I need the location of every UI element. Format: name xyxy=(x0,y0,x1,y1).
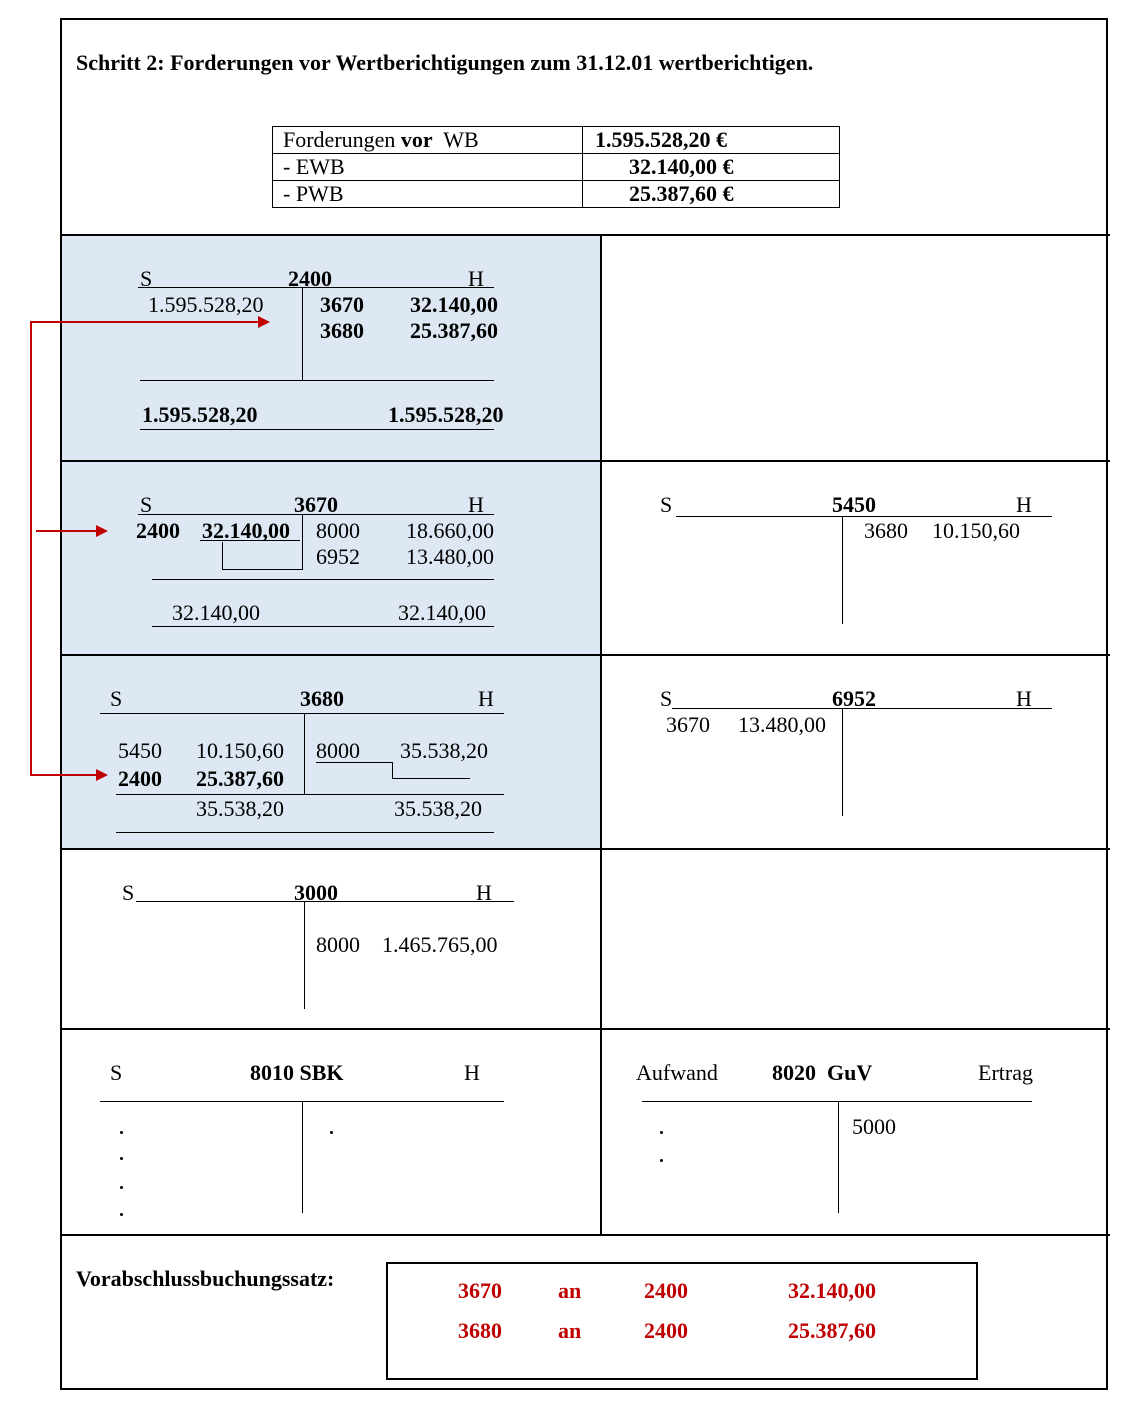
total-debit: 1.595.528,20 xyxy=(142,402,258,427)
account-header-line xyxy=(676,516,1052,517)
credit-value: 13.480,00 xyxy=(406,544,494,569)
grid-column-divider xyxy=(600,234,602,1234)
account-title: 8010 SBK xyxy=(250,1060,344,1085)
account-h-label: H xyxy=(476,880,492,905)
receivables-table xyxy=(272,126,840,208)
ellipsis-dot xyxy=(120,1213,123,1216)
receivables-label xyxy=(273,127,583,154)
account-s-label: S xyxy=(660,686,673,711)
account-title: 6952 xyxy=(832,686,876,711)
account-center-line xyxy=(302,287,303,381)
booking-an: an xyxy=(558,1318,582,1343)
account-sum-line xyxy=(152,579,494,580)
arrow-connector-line xyxy=(30,774,98,776)
ewb-label: - EWB xyxy=(273,154,583,181)
account-title: 5450 xyxy=(832,492,876,517)
debit-account: 2400 xyxy=(136,518,180,543)
balance-bracket xyxy=(392,778,470,779)
underline xyxy=(316,762,392,763)
table-row xyxy=(273,181,840,208)
account-center-line xyxy=(302,514,303,570)
account-s-label: S xyxy=(110,1060,123,1085)
credit-value: 35.538,20 xyxy=(400,738,488,763)
ewb-value: 32.140,00 € xyxy=(583,154,840,181)
total-debit: 35.538,20 xyxy=(196,796,284,821)
account-sum-line xyxy=(140,380,494,381)
account-closing-line xyxy=(152,626,494,627)
booking-credit-account: 2400 xyxy=(644,1278,688,1303)
account-s-label: S xyxy=(110,686,123,711)
credit-account: 6952 xyxy=(316,544,360,569)
account-sum-line xyxy=(116,794,504,795)
debit-value: 10.150,60 xyxy=(196,738,284,763)
pwb-label: - PWB xyxy=(273,181,583,208)
booking-amount: 25.387,60 xyxy=(788,1318,876,1343)
credit-value: 32.140,00 xyxy=(410,292,498,317)
grid-divider xyxy=(62,1234,1110,1236)
account-h-label: H xyxy=(468,492,484,517)
table-row xyxy=(273,154,840,181)
label-bold-text: vor xyxy=(400,127,433,152)
account-center-line xyxy=(304,901,305,1009)
account-center-line xyxy=(842,708,843,816)
booking-label: Vorabschlussbuchungssatz: xyxy=(76,1266,335,1291)
arrow-head-icon xyxy=(258,316,270,328)
debit-account: 5450 xyxy=(118,738,162,763)
pwb-value: 25.387,60 € xyxy=(583,181,840,208)
booking-debit-account: 3680 xyxy=(458,1318,502,1343)
grid-divider xyxy=(62,460,1110,462)
account-header-line xyxy=(138,514,494,515)
debit-value: 32.140,00 xyxy=(202,518,290,543)
booking-amount: 32.140,00 xyxy=(788,1278,876,1303)
credit-account: 3670 xyxy=(320,292,364,317)
ellipsis-dot xyxy=(330,1131,333,1134)
account-s-label: S xyxy=(140,492,153,517)
account-s-label: S xyxy=(660,492,673,517)
ellipsis-dot xyxy=(120,1186,123,1189)
table-row xyxy=(273,127,840,154)
credit-account: 8000 xyxy=(316,738,360,763)
account-h-label: H xyxy=(1016,492,1032,517)
label-text: WB xyxy=(432,127,479,152)
label-text: Forderungen xyxy=(283,127,401,152)
account-header-line xyxy=(100,713,504,714)
balance-bracket xyxy=(392,762,393,778)
booking-box xyxy=(386,1262,978,1380)
account-h-label: H xyxy=(468,266,484,291)
total-credit: 1.595.528,20 xyxy=(388,402,504,427)
ellipsis-dot xyxy=(120,1131,123,1134)
credit-value: 1.465.765,00 xyxy=(382,932,498,957)
debit-account: 3670 xyxy=(666,712,710,737)
grid-divider xyxy=(62,654,1110,656)
debit-value: 1.595.528,20 xyxy=(148,292,264,317)
total-credit: 35.538,20 xyxy=(394,796,482,821)
account-closing-line xyxy=(140,429,494,430)
account-center-line xyxy=(838,1101,839,1213)
account-header-line xyxy=(672,708,1052,709)
balance-bracket xyxy=(222,569,302,570)
credit-value: 10.150,60 xyxy=(932,518,1020,543)
account-title: 3670 xyxy=(294,492,338,517)
account-header-line xyxy=(138,287,494,288)
ellipsis-dot xyxy=(660,1159,663,1162)
credit-value: 25.387,60 xyxy=(410,318,498,343)
credit-entry: 5000 xyxy=(852,1114,896,1139)
account-title: 8020 GuV xyxy=(772,1060,873,1085)
arrow-head-icon xyxy=(96,769,108,781)
account-title: 2400 xyxy=(288,266,332,291)
account-title: 3000 xyxy=(294,880,338,905)
account-center-line xyxy=(304,713,305,795)
booking-an: an xyxy=(558,1278,582,1303)
account-h-label: Ertrag xyxy=(978,1060,1033,1085)
arrow-connector-line xyxy=(30,321,32,775)
credit-account: 8000 xyxy=(316,518,360,543)
booking-credit-account: 2400 xyxy=(644,1318,688,1343)
account-h-label: H xyxy=(1016,686,1032,711)
ellipsis-dot xyxy=(120,1157,123,1160)
credit-value: 18.660,00 xyxy=(406,518,494,543)
total-debit: 32.140,00 xyxy=(172,600,260,625)
total-credit: 32.140,00 xyxy=(398,600,486,625)
account-s-label: S xyxy=(122,880,135,905)
grid-divider xyxy=(62,1028,1110,1030)
debit-value: 13.480,00 xyxy=(738,712,826,737)
arrow-connector-line xyxy=(30,321,260,323)
credit-account: 3680 xyxy=(864,518,908,543)
credit-account: 3680 xyxy=(320,318,364,343)
account-s-label: Aufwand xyxy=(636,1060,718,1085)
arrow-head-icon xyxy=(96,525,108,537)
account-h-label: H xyxy=(478,686,494,711)
debit-value: 25.387,60 xyxy=(196,766,284,791)
balance-bracket xyxy=(222,542,223,570)
account-header-line xyxy=(642,1101,1032,1102)
receivables-value: 1.595.528,20 € xyxy=(583,127,840,154)
arrow-connector-line xyxy=(36,530,98,532)
debit-account: 2400 xyxy=(118,766,162,791)
underline xyxy=(200,540,300,541)
account-center-line xyxy=(302,1101,303,1213)
step-heading: Schritt 2: Forderungen vor Wertberichtigungen zum 31.12.01 wertberichtigen. xyxy=(76,50,814,75)
account-title: 3680 xyxy=(300,686,344,711)
account-center-line xyxy=(842,516,843,624)
ellipsis-dot xyxy=(660,1131,663,1134)
credit-account: 8000 xyxy=(316,932,360,957)
grid-divider xyxy=(62,848,1110,850)
account-closing-line xyxy=(116,832,494,833)
worksheet-page xyxy=(60,18,1108,1390)
grid-divider xyxy=(62,234,1110,236)
account-h-label: H xyxy=(464,1060,480,1085)
account-s-label: S xyxy=(140,266,153,291)
account-header-line xyxy=(136,901,514,902)
booking-debit-account: 3670 xyxy=(458,1278,502,1303)
